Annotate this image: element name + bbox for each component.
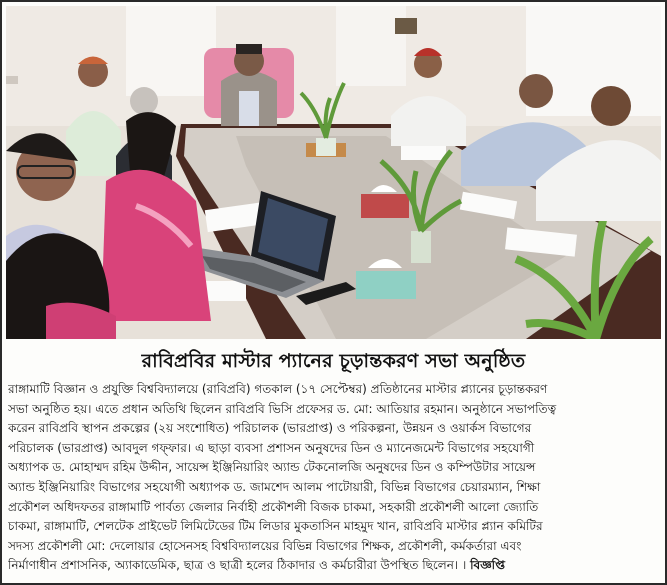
article-line: রাঙ্গামাটি বিজ্ঞান ও প্রযুক্তি বিশ্ববিদ্যালয়ে (রাবিপ্রবি) গতকাল (১৭ সেপ্টেম্বর) প্রতিষ্ঠানের মাস্টার প্ল্যানের চূড়ান্তকরণ	[8, 382, 548, 396]
article-line: করেন রাবিপ্রবি স্থাপন প্রকল্পের (২য় সংশোধিত) পরিচালক (ভারপ্রাপ্ত) ও পরিকল্পনা, উন্নয়ন ও ওয়ার্কস বিভাগের	[8, 421, 532, 436]
article-headline: রাবিপ্রবির মাস্টার প্যানের চূড়ান্তকরণ সভা অনুষ্ঠিত	[141, 350, 526, 372]
article-line: অধ্যাপক ড. মোহাম্মদ রহিম উদ্দীন, সায়েন্স ইঞ্জিনিয়ারিং অ্যান্ড টেকনোলজি অনুষদের ডিন ও কম্পিউটার সায়েন্স	[8, 460, 536, 475]
article-line-last	[8, 556, 659, 576]
article-line: সদস্য প্রকৌশলী মো: দেলোয়ার হোসেনসহ বিশ্ববিদ্যালয়ের বিভিন্ন বিভাগের শিক্ষক, প্রকৌশলী, কর্মকর্তারা এবং	[8, 538, 522, 553]
article-line: পরিচালক (ভারপ্রাপ্ত) আবদুল গফ্ফার। এ ছাড়া ব্যবসা প্রশাসন অনুষদের ডিন ও ম্যানেজমেন্ট বিভাগের সহযোগী	[8, 440, 535, 455]
article-line: চাকমা, রাঙ্গামাটি, শেলটেক প্রাইভেট লিমিটেডের টিম লিডার মুকতাসিন মাহমুদ খান, রাবিপ্রবি মাস্টার প্ল্যান কমিটির	[8, 519, 543, 534]
meeting-photo-illustration	[6, 6, 661, 339]
meeting-photo	[6, 6, 661, 339]
article-line: সভা অনুষ্ঠিত হয়। এতে প্রধান অতিথি ছিলেন রাবিপ্রবি ভিসি প্রফেসর ড. মো: আতিয়ার রহমান। অনুষ্ঠানে সভাপতিত্ব	[8, 401, 557, 416]
article-body	[8, 380, 659, 576]
credit-separator: ।	[458, 558, 471, 573]
article-line-last-text: নির্মাণাধীন প্রশাসনিক, অ্যাকাডেমিক, ছাত্র ও ছাত্রী হলের ঠিকাদার ও কর্মচারীরা উপস্থিত ছিলেন।	[8, 558, 459, 573]
article-credit: বিজ্ঞপ্তি	[470, 558, 505, 573]
article-line: প্রকৌশল অধিদফতর রাঙ্গামাটি পার্বত্য জেলার নির্বাহী প্রকৌশলী বিজক চাকমা, সহকারী প্রকৌশলী আলো জ্যোতি	[8, 499, 539, 514]
article-line: অ্যান্ড ইঞ্জিনিয়ারিং বিভাগের সহযোগী অধ্যাপক ড. জামশেদ আলম পাটোয়ারী, বিভিন্ন বিভাগের চেয়ারম্যান, শিক্ষা	[8, 479, 541, 494]
